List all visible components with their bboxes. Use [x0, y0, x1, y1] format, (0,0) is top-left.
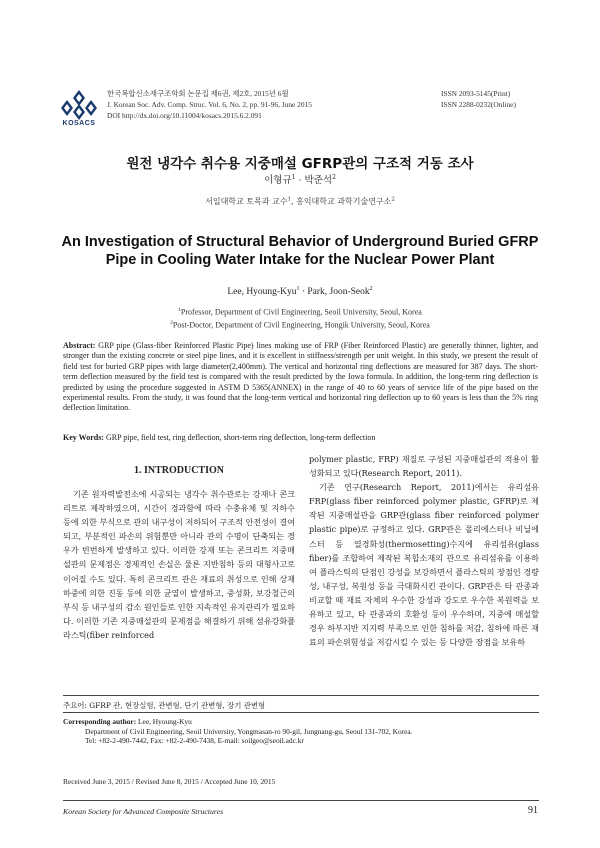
- affil-ko-2-sup: 2: [391, 196, 395, 203]
- author-en-2: Park, Joon-Seok: [307, 287, 370, 298]
- issn-print: ISSN 2093-5145(Print): [441, 89, 511, 98]
- author-en-sep: ·: [299, 287, 308, 298]
- affiliation-korean: [0, 196, 600, 207]
- footnote-divider: [63, 695, 539, 696]
- affil-ko-1: 서일대학교 토목과 교수: [205, 197, 288, 206]
- footnote-divider-2: [63, 712, 539, 713]
- corresponding-contact: Tel: +82-2-490-7442, Fax: +82-2-490-7438, E-mail: soilgeo@seoil.adc.kr: [85, 736, 304, 746]
- author-ko-2: 박준석: [304, 175, 333, 186]
- intro-right-paragraph-1: polymer plastic, FRP) 재질로 구성된 지중매설관의 적용이 활성화되고 있다(Research Report, 2011).: [309, 454, 539, 479]
- author-sep: ·: [295, 175, 305, 186]
- section-heading-introduction: 1. INTRODUCTION: [133, 465, 224, 476]
- page-footer-rule: [63, 800, 539, 801]
- corresponding-label: Corresponding author:: [63, 717, 137, 726]
- abstract-text: GRP pipe (Glass-fiber Reinforced Plastic Pipe) lines making use of FRP (Fiber Reinforced Plastic) are generally thinner, lighter, and stronger than the existing concrete or steel pipe lines, and it is excellent in stiffness/strength per unit weight. In this study, we present the result of field test for buried GRP pipes with large diameter(2,400mm). The vertical and horizontal ring deflections are measured for 387 days. The short-term deflection measured by the field test is compared with the result predicted by the Iowa formula. In addition, the long-term ring deflection is predicted by using the procedure suggested in ASTM D 5365(ANNEX) in the range of 40 to 60 years of service life of the pipe based on the experimental results. From the study, it was found that the long-term vertical and horizontal ring deflection up to 60 years is less than the 5% ring deflection limitation.: [63, 341, 538, 413]
- footer-society: Korean Society for Advanced Composite Structures: [63, 807, 224, 816]
- author-ko-1-sup: 1: [291, 173, 296, 181]
- keywords: [63, 433, 538, 442]
- abstract: [63, 341, 538, 414]
- author-en-1-sup: 1: [296, 286, 300, 292]
- affil-ko-1-sup: 1: [287, 196, 291, 203]
- intro-left-column: 기존 원자력발전소에 시공되는 냉각수 취수관로는 강재나 콘크리트로 제작하였으며, 시간이 경과함에 따라 수충유체 및 지하수 등에 의한 부식으로 관의 내구성이 저하되어 구조적 안전성이 결여되고, 부분적인 파손의 위험뿐만 아니라 관의 수명이 단축되는 경우가 빈번하게 발생하고 있다. 이러한 강재 또는 콘크리트 지중매설관의 문제점은 경제적인 손실은 물론 지반침하 등의 대형사고로 이어질 수도 있다. 특히 콘크리트 관은 재료의 취성으로 인해 상재하중에 의한 진동 등에 의한 균열이 발생하고, 중성화, 보강철근의 부식 등 내구성의 감소 원인들로 인한 지속적인 유지관리가 필요하다. 이러한 기존 지중매설관의 문제점을 해결하기 위해 섬유강화플라스틱(fiber reinforced: [63, 489, 295, 640]
- affil-en-line-2: [0, 318, 600, 331]
- intro-right-column: [309, 452, 539, 649]
- affil-en-1-sup: 1: [178, 307, 181, 313]
- corresponding-name: Lee, Hyoung-Kyu: [138, 717, 192, 726]
- affil-ko-2: 홍익대학교 과학기술연구소: [296, 197, 392, 206]
- logo-label: KOSACS: [62, 120, 96, 127]
- corresponding-address: Department of Civil Engineering, Seoil University, Yongmasan-ro 90-gil, Jungnang-gu, Seoul 131-702, Korea.: [85, 726, 413, 736]
- authors-korean: [0, 172, 600, 186]
- title-korean: 원전 냉각수 취수용 지중매설 GFRP관의 구조적 거동 조사: [126, 156, 474, 172]
- author-en-1: Lee, Hyoung-Kyu: [227, 287, 297, 298]
- affil-en-line-1: [0, 305, 600, 318]
- affil-en-2: Post-Doctor, Department of Civil Engineering, Hongik University, Seoul, Korea: [172, 320, 430, 330]
- corresponding-line-1: [63, 717, 539, 727]
- received-dates: Received June 3, 2015 / Revised June 8, 2015 / Accepted June 10, 2015: [63, 777, 276, 786]
- author-en-2-sup: 2: [369, 286, 373, 292]
- title-english: An Investigation of Structural Behavior of Underground Buried GFRP Pipe in Cooling Water Intake for the Nuclear Power Plant: [61, 234, 539, 268]
- affil-en-1: Professor, Department of Civil Engineering, Seoil University, Seoul, Korea: [180, 307, 422, 317]
- page-number: 91: [528, 805, 538, 816]
- footnote-keywords-korean: 주요어: GFRP 관, 현장실험, 관변형, 단기 관변형, 장기 관변형: [63, 701, 266, 710]
- journal-english: J. Korean Soc. Adv. Comp. Struc. Vol. 6, No. 2, pp. 91-96, June 2015: [107, 100, 312, 109]
- keywords-label: Key Words:: [63, 433, 104, 442]
- doi[interactable]: DOI http://dx.doi.org/10.11004/kosacs.2015.6.2.091: [107, 111, 262, 120]
- author-ko-1: 이형규: [264, 175, 292, 186]
- kosacs-logo: [59, 88, 99, 122]
- journal-korean: 한국복합신소재구조학회 논문집 제6권, 제2호, 2015년 6월: [107, 89, 289, 98]
- intro-right-paragraph-2: 기존 연구(Research Report, 2011)에서는 유리섬유 FRP(glass fiber reinforced polymer plastic, GFRP)로 제작된 지중매설관을 GRP관(glass fiber reinforced polymer plastic pipe)로 규정하고 있다. GRP관은 폴리에스터나 비닐에스터 등 열경화성(thermosetting)수지에 유리섬유(glass fiber)를 조합하여 제작된 복합소재의 관으로 유리섬유를 이용하여 플라스틱의 단점인 강성을 보강하면서 플라스틱의 장점인 경량성, 내구성, 복원성 등을 극대화시킨 관이다. GRP관은 타 관종과 비교할 때 재료 자체의 우수한 강성과 강도로 우수한 복원력을 보유하고 있고, 타 관종과의 호환성 등이 우수하며, 지중에 매설할 경우 하부지반 지지력 부족으로 인한 침하를 저감, 침하에 따른 재료의 파손위험성을 저감시킬 수 있는 등 다양한 장점을 보유하: [309, 482, 539, 648]
- affil-en-2-sup: 2: [170, 320, 173, 327]
- author-ko-2-sup: 2: [332, 173, 336, 181]
- affiliation-english: [0, 305, 600, 331]
- abstract-label: Abstract:: [63, 341, 96, 350]
- authors-english: [0, 286, 600, 297]
- affil-sep: ,: [291, 197, 297, 206]
- issn-online: ISSN 2288-0232(Online): [441, 100, 516, 109]
- corresponding-author: [63, 717, 539, 746]
- keywords-text: GRP pipe, field test, ring deflection, short-term ring deflection, long-term deflection: [105, 433, 376, 442]
